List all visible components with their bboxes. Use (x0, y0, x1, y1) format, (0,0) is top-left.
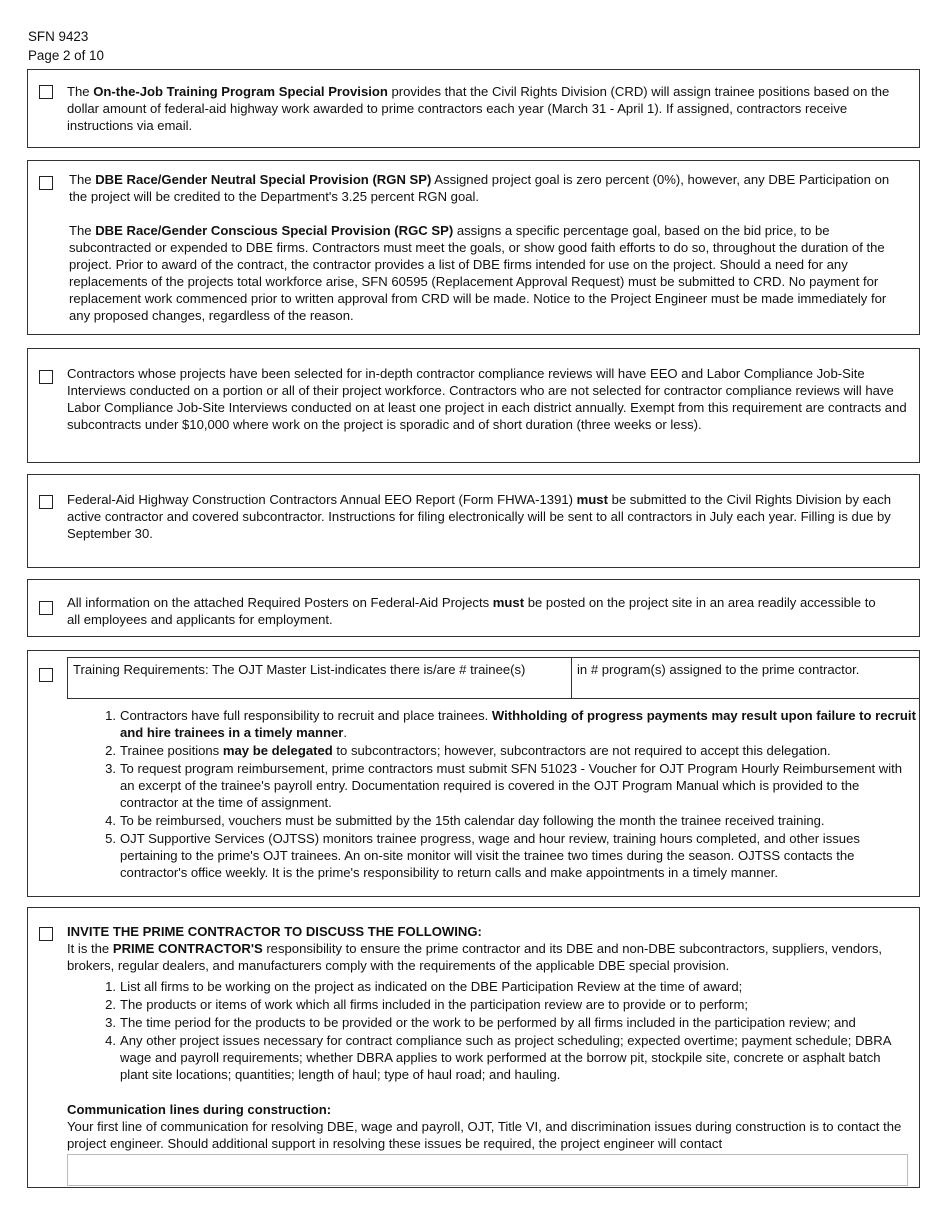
dbe-rgn-paragraph: The DBE Race/Gender Neutral Special Provision (RGN SP) Assigned project goal is zero percent (0%), however, any DBE Participation on the project will be credited to the Department's 3.25 percent RGN goal. (69, 172, 890, 204)
invite-section (27, 907, 920, 1188)
program-count-cell[interactable]: in # program(s) assigned to the prime contractor. (571, 658, 919, 698)
invite-heading: INVITE THE PRIME CONTRACTOR TO DISCUSS THE FOLLOWING: (67, 924, 482, 939)
invite-list-item: 2. The products or items of work which all firms included in the participation review are to provide or to perform; (120, 996, 910, 1013)
list-number: 1. (105, 979, 116, 994)
training-table (67, 657, 920, 699)
invite-text (67, 923, 912, 974)
list-number: 2. (105, 997, 116, 1012)
eeo-text: Federal-Aid Highway Construction Contractors Annual EEO Report (Form FHWA-1391) must be submitted to the Civil Rights Division by each active contractor and covered subcontractor. Instructions for filing electronically will be sent to all contractors in July each year. Filling is due by September 30. (67, 492, 892, 541)
page-number: Page 2 of 10 (28, 48, 104, 63)
list-number: 5. (105, 831, 116, 846)
training-list-item: 1. Contractors have full responsibility to recruit and place trainees. Withholding of progress payments may result upon failure to recruit and hire trainees in a timely manner. (120, 707, 920, 741)
training-checkbox[interactable] (39, 668, 53, 682)
invite-list-item: 3. The time period for the products to be provided or the work to be performed by all firms included in the participation review; and (120, 1014, 910, 1031)
trainee-count-cell[interactable]: Training Requirements: The OJT Master List-indicates there is/are # trainee(s) (73, 662, 526, 677)
ojt-checkbox[interactable] (39, 85, 53, 99)
ojt-section (27, 69, 920, 148)
dbe-text (69, 171, 909, 324)
eeo-checkbox[interactable] (39, 495, 53, 509)
communication-heading: Communication lines during construction: (67, 1102, 332, 1117)
invite-checkbox[interactable] (39, 927, 53, 941)
compliance-reviews-section (27, 348, 920, 463)
form-header (28, 27, 104, 65)
dbe-rgc-paragraph: The DBE Race/Gender Conscious Special Provision (RGC SP) assigns a specific percentage goal, based on the bid price, to be subcontracted or expended to DBE firms. Contractors must meet the goals, or show good faith efforts to do so, throughout the duration of the project. Prior to award of the contract, the contractor provides a list of DBE firms intended for use on the project. Should a need for any replacements of the projects total workforce arise, SFN 60595 (Replacement Approval Request) must be submitted to CRD. No payment for replacement work commenced prior to written approval from CRD will be made. Notice to the Project Engineer must be made immediately for any proposed changes, regardless of the reason. (69, 223, 887, 323)
form-id: SFN 9423 (28, 29, 89, 44)
list-number: 2. (105, 743, 116, 758)
dbe-checkbox[interactable] (39, 176, 53, 190)
training-list-item: 4. To be reimbursed, vouchers must be submitted by the 15th calendar day following the month the trainee received training. (120, 812, 920, 829)
posters-checkbox[interactable] (39, 601, 53, 615)
list-number: 1. (105, 708, 116, 723)
training-section (27, 650, 920, 897)
communication-contact-field[interactable] (67, 1154, 908, 1186)
invite-list (105, 978, 910, 1084)
posters-section (27, 579, 920, 637)
invite-list-item: 1. List all firms to be working on the project as indicated on the DBE Participation Review at the time of award; (120, 978, 910, 995)
communication-text: Your first line of communication for resolving DBE, wage and payroll, OJT, Title VI, and discrimination issues during construction is to contact the project engineer. Should additional support in resolving these issues be required, the project engineer will contact (67, 1119, 902, 1151)
invite-intro: It is the PRIME CONTRACTOR'S responsibility to ensure the prime contractor and its DBE and non-DBE subcontractors, suppliers, vendors, brokers, regular dealers, and manufacturers comply with the requirements of the applicable DBE special provision. (67, 941, 883, 973)
list-number: 3. (105, 761, 116, 776)
communication-block (67, 1101, 912, 1152)
ojt-text: The On-the-Job Training Program Special Provision provides that the Civil Rights Division (CRD) will assign trainee positions based on the dollar amount of federal-aid highway work awarded to prime contractors each year (March 31 - April 1). If assigned, contractors receive instructions via email. (67, 84, 890, 133)
list-number: 4. (105, 813, 116, 828)
reviews-text: Contractors whose projects have been selected for in-depth contractor compliance reviews will have EEO and Labor Compliance Job-Site Interviews conducted on a portion or all of their project workforce. Contractors who are not selected for contractor compliance reviews will have Labor Compliance Job-Site Interviews conducted on at least one project in each district annually. Exempt from this requirement are contracts and subcontracts under $10,000 where work on the project is sporadic and of short duration (three weeks or less). (67, 366, 907, 432)
reviews-checkbox[interactable] (39, 370, 53, 384)
eeo-report-section (27, 474, 920, 568)
dbe-section (27, 160, 920, 335)
list-number: 4. (105, 1033, 116, 1048)
invite-list-item: 4. Any other project issues necessary for contract compliance such as project scheduling; expected overtime; payment schedule; DBRA wage and payroll requirements; whether DBRA applies to work performed at the borrow pit, stockpile site, concrete or asphalt batch plant site locations; quantities; length of haul; type of haul road; and hauling. (120, 1032, 910, 1083)
training-list (105, 707, 920, 882)
training-list-item: 5. OJT Supportive Services (OJTSS) monitors trainee progress, wage and hour review, training hours completed, and other issues pertaining to the prime's OJT trainees. An on-site monitor will visit the trainee two times during the season. OJTSS contacts the contractor's office weekly. It is the prime's responsibility to return calls and make appointments in a timely manner. (120, 830, 920, 881)
training-list-item: 3. To request program reimbursement, prime contractors must submit SFN 51023 - Voucher for OJT Program Hourly Reimbursement with an excerpt of the trainee's payroll entry. Documentation required is covered in the OJT Program Manual which is provided to the contractor at the time of assignment. (120, 760, 920, 811)
posters-text: All information on the attached Required Posters on Federal-Aid Projects must be posted on the project site in an area readily accessible to all employees and applicants for employment. (67, 595, 876, 627)
training-list-item: 2. Trainee positions may be delegated to subcontractors; however, subcontractors are not required to accept this delegation. (120, 742, 920, 759)
list-number: 3. (105, 1015, 116, 1030)
